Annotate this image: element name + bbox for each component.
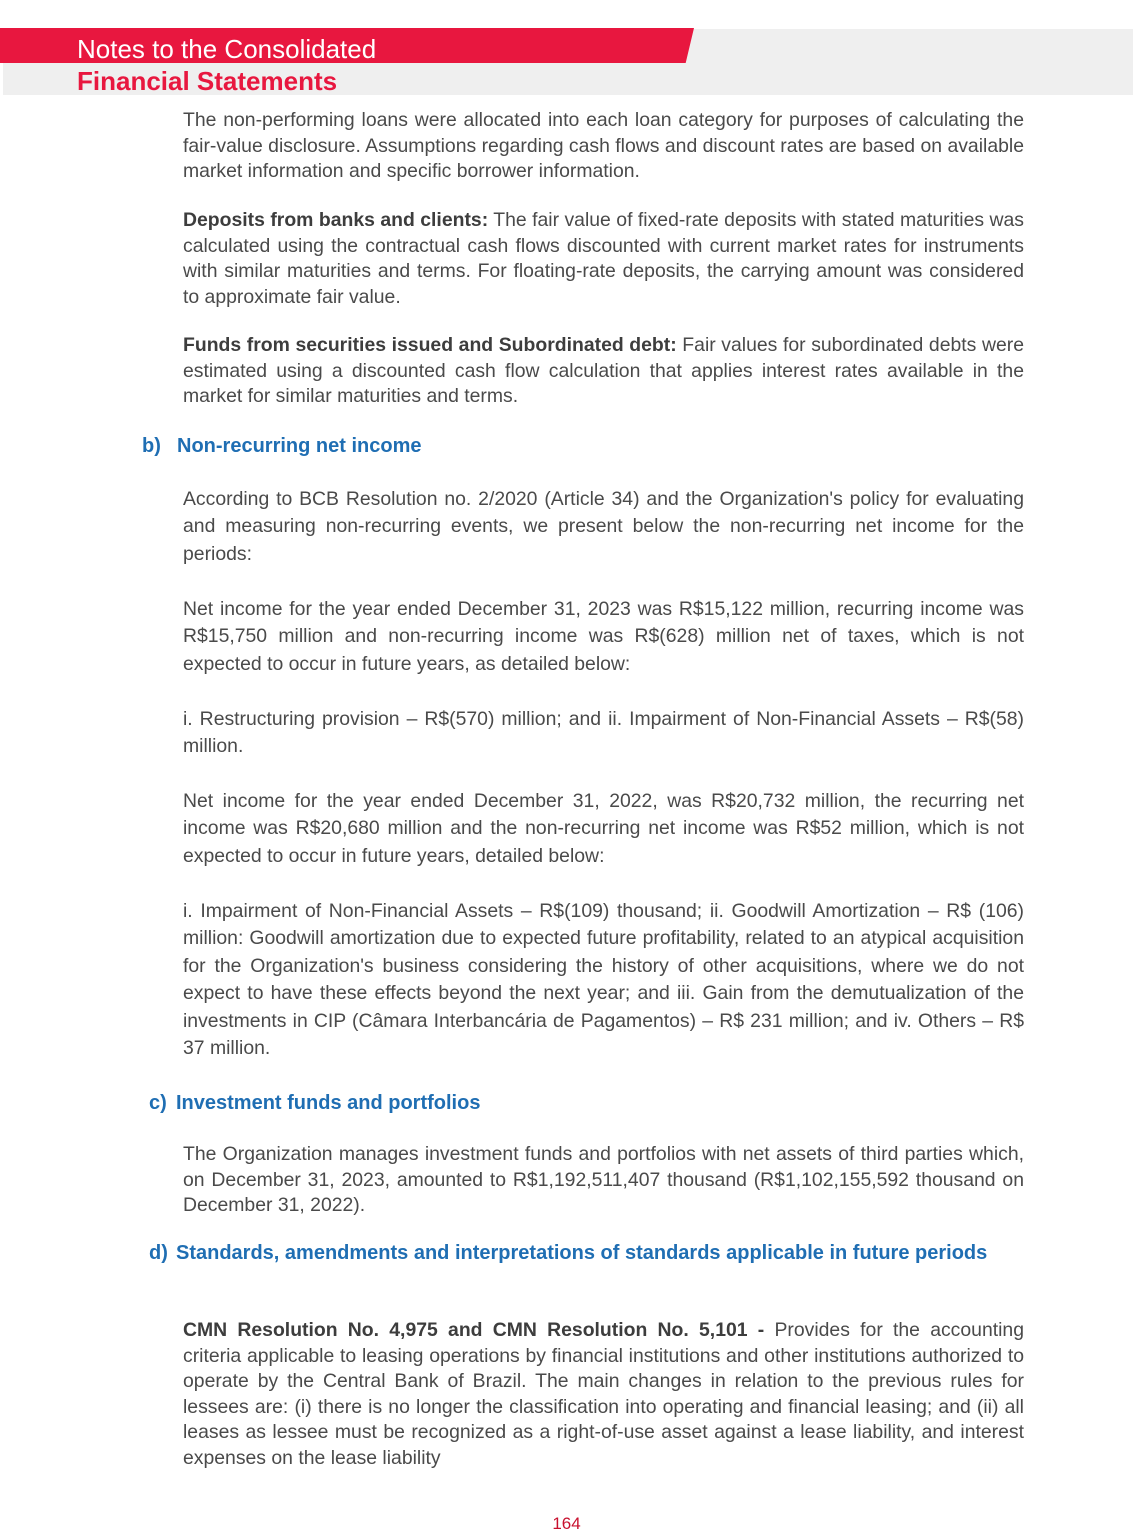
paragraph-funds-securities bbox=[183, 333, 1024, 410]
section-b-paragraph-4: Net income for the year ended December 31, 2022, was R$20,732 million, the recurring net income was R$20,680 million and the non-recurring net income was R$52 million, which is not expected to occur in future years, detailed below: bbox=[183, 790, 1024, 867]
cmn-resolution-label: CMN Resolution No. 4,975 and CMN Resolution No. 5,101 - bbox=[183, 1319, 765, 1341]
paragraph-deposits bbox=[183, 208, 1024, 310]
section-b-paragraph-2: Net income for the year ended December 31, 2023 was R$15,122 million, recurring income was R$15,750 million and non-recurring income was R$(628) million net of taxes, which is not expected to occur in future years, as detailed below: bbox=[183, 598, 1024, 675]
section-b-paragraph-5: i. Impairment of Non-Financial Assets – R$(109) thousand; ii. Goodwill Amortization – R$ (106) million: Goodwill amortization due to expected future profitability, related to an atypical acquisition for the Organization's business considering the history of other acquisitions, where we do not expect to have these effects beyond the next year; and iii. Gain from the demutualization of the investments in CIP (Câmara Interbancária de Pagamentos) – R$ 231 million; and iv. Others – R$ 37 million. bbox=[183, 900, 1024, 1060]
cmn-resolution-text: Provides for the accounting criteria applicable to leasing operations by financial institutions and other institutions authorized to operate by the Central Bank of Brazil. The main changes in relation to the previous rules for lessees are: (i) there is no longer the classification into operating and financial leasing; and (ii) all leases as lessee must be recognized as a right-of-use asset against a lease liability, and interest expenses on the lease liability bbox=[183, 1319, 1024, 1469]
section-c-letter: c) bbox=[149, 1092, 167, 1114]
section-b-paragraph-3: i. Restructuring provision – R$(570) million; and ii. Impairment of Non-Financial Assets – R$(58) million. bbox=[183, 708, 1024, 758]
section-c-title: Investment funds and portfolios bbox=[176, 1092, 481, 1114]
section-d-title: Standards, amendments and interpretations of standards applicable in future periods bbox=[176, 1242, 988, 1264]
section-b-title: Non-recurring net income bbox=[177, 435, 422, 457]
section-b-letter: b) bbox=[142, 435, 161, 457]
header-title-line2: Financial Statements bbox=[77, 66, 338, 96]
funds-text: Fair values for subordinated debts were estimated using a discounted cash flow calculation that applies interest rates available in the market for similar maturities and terms. bbox=[183, 334, 1025, 407]
section-d-letter: d) bbox=[149, 1242, 168, 1264]
section-c-paragraph-1: The Organization manages investment funds and portfolios with net assets of third parties which, on December 31, 2023, amounted to R$1,192,511,407 thousand (R$1,102,155,592 thousand on December 31, 2022). bbox=[183, 1143, 1024, 1216]
deposits-text: The fair value of fixed-rate deposits with stated maturities was calculated using the contractual cash flows discounted with current market rates for instruments with similar maturities and terms. For floating-rate deposits, the carrying amount was considered to approximate fair value. bbox=[183, 209, 1024, 308]
page-number: 164 bbox=[552, 1514, 581, 1533]
section-b-paragraph-1: According to BCB Resolution no. 2/2020 (Article 34) and the Organization's policy for evaluating and measuring non-recurring events, we present below the non-recurring net income for the periods: bbox=[183, 488, 1024, 565]
section-d-heading bbox=[0, 1240, 1133, 1294]
funds-label: Funds from securities issued and Subordinated debt: bbox=[183, 334, 677, 356]
paragraph-nonperforming-loans: The non-performing loans were allocated into each loan category for purposes of calculating the fair-value disclosure. Assumptions regarding cash flows and discount rates are based on available market information and specific borrower information. bbox=[183, 109, 1024, 182]
deposits-label: Deposits from banks and clients: bbox=[183, 209, 489, 231]
section-d-paragraph-cmn bbox=[183, 1318, 1024, 1471]
header-title-line1: Notes to the Consolidated bbox=[77, 34, 377, 64]
